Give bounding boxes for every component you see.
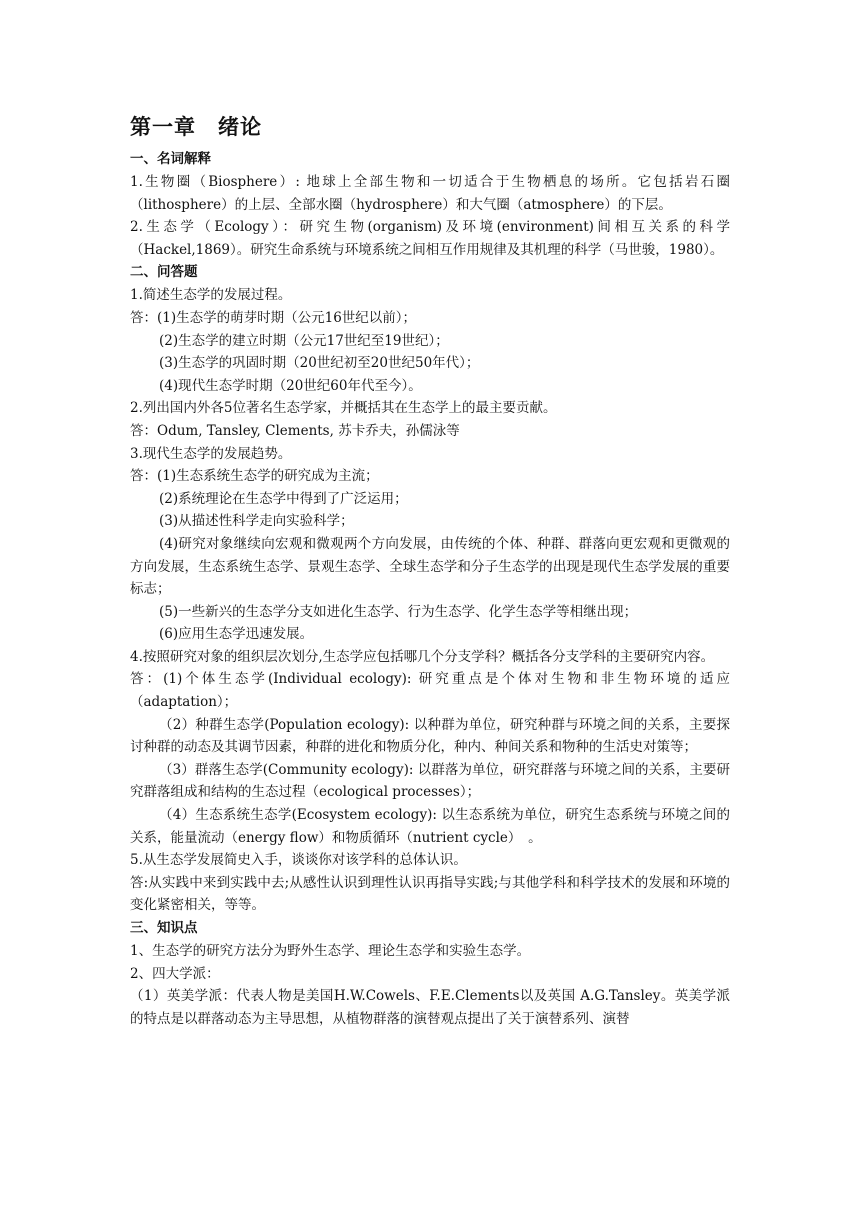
term-biosphere: 1.生物圈（Biosphere）: 地球上全部生物和一切适合于生物栖息的场所。它包括岩石圈（lithosphere）的上层、全部水圈（hydrosphere）和大气圈（atmosphere）的下层。 bbox=[130, 174, 730, 213]
answer-2: 答：Odum, Tansley, Clements, 苏卡乔夫，孙儒泳等 bbox=[130, 422, 460, 439]
question-5: 5.从生态学发展简史入手，谈谈你对该学科的总体认识。 bbox=[130, 852, 467, 869]
answer-4-line-4: （4）生态系统生态学(Ecosystem ecology): 以生态系统为单位，研究生态系统与环境之间的关系，能量流动（energy flow）和物质循环（nutrient cycle） 。 bbox=[130, 807, 730, 846]
section-heading-qa: 二、问答题 bbox=[130, 264, 198, 281]
section-heading-knowledge: 三、知识点 bbox=[130, 920, 198, 936]
answer-3-line-1: 答：(1)生态系统生态学的研究成为主流； bbox=[130, 468, 379, 485]
answer-1-line-2: (2)生态学的建立时期（公元17世纪至19世纪）； bbox=[159, 332, 449, 349]
question-3: 3.现代生态学的发展趋势。 bbox=[130, 445, 292, 462]
answer-4-line-2: （2）种群生态学(Population ecology): 以种群为单位，研究种群与环境之间的关系，主要探讨种群的动态及其调节因素，种群的进化和物质分化，种内、种间关系和物种的生活史对策等； bbox=[130, 716, 730, 756]
answer-4-line-1: 答：(1)个体生态学(Individual ecology): 研究重点是个体对生物和非生物环境的适应（adaptation）； bbox=[130, 671, 730, 711]
question-2: 2.列出国内外各5位著名生态学家，并概括其在生态学上的最主要贡献。 bbox=[130, 400, 557, 417]
answer-4-line-3: （3）群落生态学(Community ecology): 以群落为单位，研究群落与环境之间的关系，主要研究群落组成和结构的生态过程（ecological processes）； bbox=[130, 761, 730, 801]
answer-3-line-5: (5)一些新兴的生态学分支如进化生态学、行为生态学、化学生态学等相继出现； bbox=[159, 603, 638, 620]
knowledge-point-2-item-1: （1）英美学派：代表人物是美国H.W.Cowels、F.E.Clements以及英国 A.G.Tansley。英美学派的特点是以群落动态为主导思想，从植物群落的演替观点提出了关于演替系列、演替 bbox=[130, 988, 730, 1027]
question-1: 1.简述生态学的发展过程。 bbox=[130, 287, 292, 304]
answer-1-line-4: (4)现代生态学时期（20世纪60年代至今）。 bbox=[159, 377, 422, 394]
document-page bbox=[130, 112, 730, 1030]
term-ecology: 2.生态学（Ecology）：研究生物(organism)及环境(environment)间相互关系的科学（Hackel,1869）。研究生命系统与环境系统之间相互作用规律及其机理的科学（马世骏，1980）。 bbox=[130, 219, 730, 258]
chapter-title: 第一章 绪论 bbox=[130, 115, 262, 139]
answer-3-line-4: (4)研究对象继续向宏观和微观两个方向发展，由传统的个体、种群、群落向更宏观和更微观的方向发展，生态系统生态学、景观生态学、全球生态学和分子生态学的出现是现代生态学发展的重要标志； bbox=[130, 535, 730, 598]
section-heading-terms: 一、名词解释 bbox=[130, 151, 211, 167]
answer-3-line-3: (3)从描述性科学走向实验科学； bbox=[159, 513, 354, 530]
knowledge-point-1: 1、生态学的研究方法分为野外生态学、理论生态学和实验生态学。 bbox=[130, 943, 531, 959]
answer-1-line-1: 答：(1)生态学的萌芽时期（公元16世纪以前）； bbox=[130, 309, 417, 326]
answer-3-line-2: (2)系统理论在生态学中得到了广泛运用； bbox=[159, 490, 408, 507]
knowledge-point-2: 2、四大学派： bbox=[130, 965, 220, 982]
answer-1-line-3: (3)生态学的巩固时期（20世纪初至20世纪50年代）； bbox=[159, 355, 480, 372]
answer-5: 答:从实践中来到实践中去;从感性认识到理性认识再指导实践;与其他学科和科学技术的发展和环境的变化紧密相关，等等。 bbox=[130, 874, 730, 914]
answer-3-line-6: (6)应用生态学迅速发展。 bbox=[159, 626, 314, 643]
question-4: 4.按照研究对象的组织层次划分,生态学应包括哪几个分支学科？概括各分支学科的主要研究内容。 bbox=[130, 648, 715, 665]
